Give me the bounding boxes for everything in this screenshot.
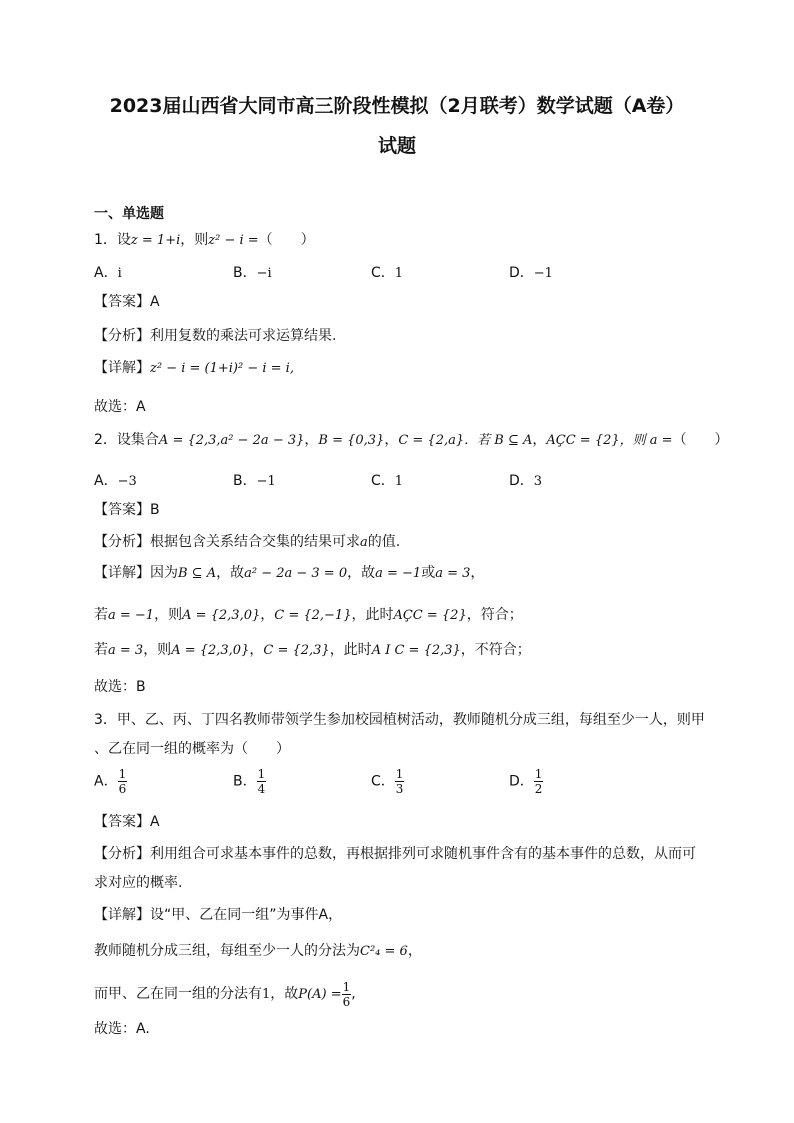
q1-math-expr: z² − i =	[208, 233, 259, 248]
q3-detail-line3: 而甲、乙在同一组的分法有1，故P(A) = $\frac{1}{6}$ ,	[94, 979, 356, 1009]
q3-conclusion: 故选：A.	[94, 1021, 150, 1037]
q1-option-b: B．−i	[233, 265, 272, 281]
q2-answer: 【答案】B	[94, 502, 160, 518]
section-heading: 一、单选题	[94, 206, 164, 222]
q1-detail: 【详解】z² − i = (1+i)² − i = i,	[94, 360, 294, 376]
q1-analysis: 【分析】利用复数的乘法可求运算结果.	[94, 328, 337, 344]
q2-option-d: D．3	[509, 473, 543, 489]
question-3-stem-line1: 3．甲、乙、丙、丁四名教师带领学生参加校园植树活动，教师随机分成三组，每组至少一人，则甲	[94, 712, 705, 728]
q1-mid: ，则	[180, 232, 209, 248]
q3-answer: 【答案】A	[94, 814, 160, 830]
q3-option-c: C． $\frac{1}{3}$	[371, 767, 404, 796]
question-2-stem: 2．设集合A = {2,3,a² − 2a − 3}，B = {0,3}，C = {2,a}．若 B ⊆ A，AÇC = {2}，则 a =（ ）	[94, 432, 729, 448]
q3-detail-line2: 教师随机分成三组，每组至少一人的分法为C²₄ = 6，	[94, 943, 422, 959]
q1-prefix: 1．设	[94, 232, 131, 248]
q2-analysis: 【分析】根据包含关系结合交集的结果可求a的值.	[94, 534, 401, 550]
question-3-stem-line2: 、乙在同一组的概率为（ ）	[94, 741, 290, 757]
document-subtitle: 试题	[377, 135, 416, 157]
q2-detail-line2: 若a = −1，则A = {2,3,0}，C = {2,−1}，此时AÇC = {2}，符合；	[94, 607, 523, 623]
q3-analysis-line1: 【分析】利用组合可求基本事件的总数，再根据排列可求随机事件含有的基本事件的总数，从而可	[94, 846, 696, 862]
q1-option-c: C．1	[371, 265, 404, 281]
q3-detail-line1: 【详解】设“甲、乙在同一组”为事件A，	[94, 907, 343, 923]
q3-option-d: D． $\frac{1}{2}$	[509, 767, 543, 796]
q3-analysis-line2: 求对应的概率.	[94, 875, 183, 891]
q1-option-a: A．i	[94, 265, 122, 281]
document-title: 2023届山西省大同市高三阶段性模拟（2月联考）数学试题（A卷）	[109, 95, 685, 117]
q2-option-b: B．−1	[233, 473, 276, 489]
q1-conclusion: 故选：A	[94, 399, 146, 415]
q1-math-z: z = 1+i	[130, 233, 181, 248]
q2-option-a: A．−3	[94, 473, 137, 489]
q1-option-d: D．−1	[509, 265, 553, 281]
q3-option-a: A． $\frac{1}{6}$	[94, 767, 127, 796]
q1-paren: （ ）	[258, 232, 315, 248]
q1-answer: 【答案】A	[94, 294, 160, 310]
question-1-stem	[94, 231, 315, 250]
q3-option-b: B． $\frac{1}{4}$	[233, 767, 266, 796]
q2-conclusion: 故选：B	[94, 679, 146, 695]
q2-detail-line3: 若a = 3，则A = {2,3,0}，C = {2,3}，此时A I C = {2,3}，不符合；	[94, 642, 531, 658]
q2-option-c: C．1	[371, 473, 404, 489]
q2-detail-line1: 【详解】因为B ⊆ A，故a² − 2a − 3 = 0，故a = −1或a = 3，	[94, 565, 485, 581]
